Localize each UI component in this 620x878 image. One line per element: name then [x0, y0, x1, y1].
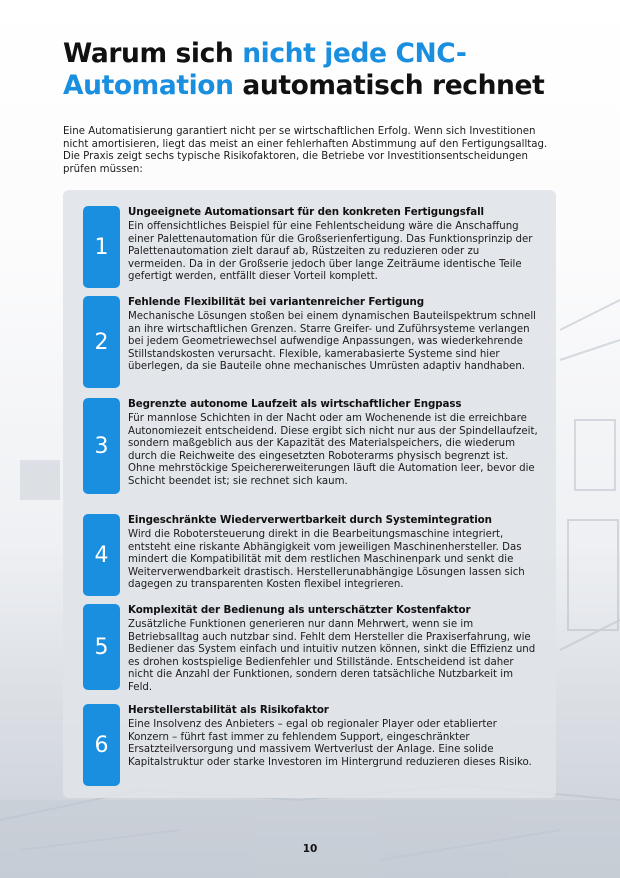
item-body: Für mannlose Schichten in der Nacht oder am Wochenende ist die erreichbare Autonomiezeit entscheidend. Diese ergibt sich nicht nur aus der Spindellaufzeit, sondern maßgeblich aus der Kapazität des Materialspeichers, die wiederum durch die Reichweite des eingesetzten Roboterarms physisch begrenzt ist. Ohne mehrstöckige Speichererweiterungen läuft die Automation leer, bevor die Schicht beendet ist; sie rechnet sich kaum. [128, 413, 538, 487]
number-badge: 3 [83, 398, 120, 494]
item-title: Eingeschränkte Wiederverwertbarkeit durch Systemintegration [128, 514, 492, 526]
number-badge: 4 [83, 514, 120, 596]
item-body: Wird die Robotersteuerung direkt in die Bearbeitungsmaschine integriert, entsteht eine riskante Abhängigkeit vom jeweiligen Maschinenhersteller. Das mindert die Kompatibilität mit dem restlichen Maschinenpark und senkt die Weiterverwendbarkeit drastisch. Herstellerunabhängige Lösungen lassen sich dagegen zu transparenten Kosten flexibel integrieren. [128, 529, 525, 591]
item-title: Ungeeignete Automationsart für den konkreten Fertigungsfall [128, 206, 484, 218]
item-title: Herstellerstabilität als Risikofaktor [128, 704, 329, 716]
page-number: 10 [302, 843, 318, 855]
item-body: Mechanische Lösungen stoßen bei einem dynamischen Bauteilspektrum schnell an ihre wirtschaftlichen Grenzen. Starre Greifer- und Zuführsysteme verlangen bei jedem Geometriewechsel aufwendige Anpassungen, was wiederkehrende Stillstandskosten verursacht. Flexible, kamerabasierte Systeme sind hier überlegen, da sie Bauteile ohne mechanisches Umrüsten adaptiv handhaben. [128, 311, 536, 373]
title-part-1: Warum sich [63, 38, 243, 69]
title-part-2: automatisch rechnet [233, 70, 545, 101]
item-title: Komplexität der Bedienung als unterschätzter Kostenfaktor [128, 604, 471, 616]
number-badge: 2 [83, 296, 120, 388]
page-title [63, 38, 563, 102]
number-badge: 6 [83, 704, 120, 786]
title-accent: nicht jede CNC-Automation [63, 38, 467, 101]
number-badge: 5 [83, 604, 120, 690]
item-body: Zusätzliche Funktionen generieren nur dann Mehrwert, wenn sie im Betriebsalltag auch nutzbar sind. Fehlt dem Hersteller die Praxiserfahrung, wie Bediener das System einfach und intuitiv nutzen können, sinkt die Effizienz und es drohen kostspielige Bedienfehler und Stillstände. Entscheidend ist daher nicht die Anzahl der Funktionen, sondern deren tatsächliche Nutzbarkeit im Feld. [128, 619, 536, 693]
number-badge: 1 [83, 206, 120, 288]
item-body: Eine Insolvenz des Anbieters – egal ob regionaler Player oder etablierter Konzern – führt fast immer zu fehlendem Support, eingeschränkter Ersatzteilversorgung und massivem Wertverlust der Anlage. Eine solide Kapitalstruktur oder starke Investoren im Hintergrund reduzieren dieses Risiko. [128, 719, 532, 768]
item-title: Fehlende Flexibilität bei variantenreicher Fertigung [128, 296, 425, 308]
intro-paragraph: Eine Automatisierung garantiert nicht per se wirtschaftlichen Erfolg. Wenn sich Investitionen nicht amortisieren, liegt das meist an einer fehlerhaften Abstimmung auf den Fertigungsalltag. Die Praxis zeigt sechs typische Risikofaktoren, die Betriebe vor Investitionsentscheidungen prüfen müssen: [63, 126, 548, 175]
item-title: Begrenzte autonome Laufzeit als wirtschaftlicher Engpass [128, 398, 462, 410]
item-body: Ein offensichtliches Beispiel für eine Fehlentscheidung wäre die Anschaffung einer Palettenautomation für die Großserienfertigung. Das Funktionsprinzip der Palettenautomation zielt darauf ab, Rüstzeiten zu reduzieren oder zu vermeiden. Da in der Großserie jedoch über lange Zeiträume identische Teile gefertigt werden, entfällt dieser Vorteil komplett. [128, 221, 533, 283]
